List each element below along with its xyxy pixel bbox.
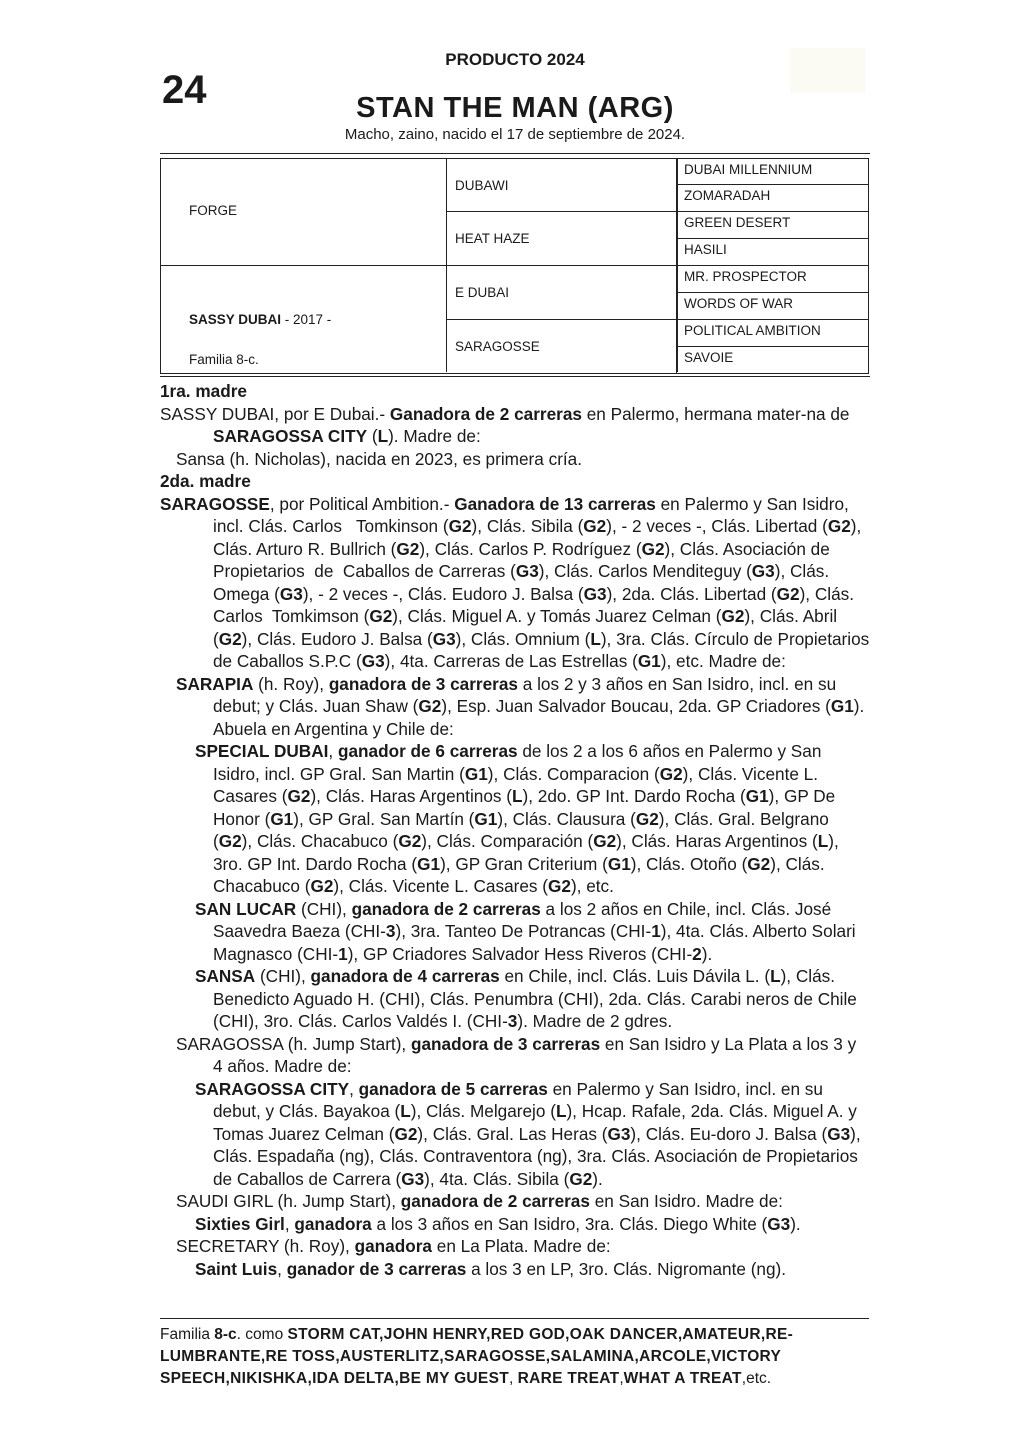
horse-description: Macho, zaino, nacido el 17 de septiembre de 2024. bbox=[344, 126, 686, 143]
faint-stamp bbox=[790, 48, 865, 93]
dam-year: - 2017 - bbox=[281, 312, 332, 327]
produce-record bbox=[160, 380, 870, 1280]
ggp-8: SAVOIE bbox=[676, 346, 869, 374]
first-dam-paragraph: SASSY DUBAI, por E Dubai.- Ganadora de 2 carreras en Palermo, hermana mater-na de SARAGOSSA CITY (L). Madre de: bbox=[160, 403, 850, 446]
produce-sansa: SANSA (CHI), ganadora de 4 carreras en Chile, incl. Clás. Luis Dávila L. (L), Clás. Benedicto Aguado H. (CHI), Clás. Penumbra (CHI), 2da. Clás. Carabi neros de Chile (CHI), 3ro. Clás. Carlos Valdés I. (CHI-3). Madre de 2 gdres. bbox=[195, 966, 857, 1031]
horse-name: STAN THE MAN (ARG) bbox=[356, 92, 674, 124]
footer-suffix: ,etc. bbox=[741, 1370, 772, 1387]
footer-sep-2: , bbox=[619, 1370, 624, 1387]
dam-name: SASSY DUBAI bbox=[189, 312, 282, 327]
produce-san-lucar: SAN LUCAR (CHI), ganadora de 2 carreras a los 2 años en Chile, incl. Clás. José Saavedra Baeza (CHI-3), 3ra. Tanteo De Potrancas (CHI-1), 4ta. Clás. Alberto Solari Magnasco (CHI-1), GP Criadores Salvador Hess Riveros (CHI-2). bbox=[195, 898, 856, 964]
second-dam-paragraph: SARAGOSSE, por Political Ambition.- Ganadora de 13 carreras en Palermo y San Isidro, incl. Clás. Carlos Tomkinson (G2), Clás. Sibila (G2), - 2 veces -, Clás. Libertad (G2), Clás. Arturo R. Bullrich (G2), Clás. Carlos P. Rodríguez (G2), Clás. Asociación de Propietarios de Caballos de Carreras (G3), Clás. Carlos Menditeguy (G3), Clás. Omega (G3), - 2 veces -, Clás. Eudoro J. Balsa (G3), 2da. Clás. Libertad (G2), Clás. Carlos Tomkimson (G2), Clás. Miguel A. y Tomás Juarez Celman (G2), Clás. Abril (G2), Clás. Eudoro J. Balsa (G3), Clás. Omnium (L), 3ra. Clás. Círculo de Propietarios de Caballos S.P.C (G3), 4ta. Carreras de Las Estrellas (G1), etc. Madre de: bbox=[160, 493, 870, 671]
ggp-2: ZOMARADAH bbox=[676, 184, 869, 212]
ggp-1: DUBAI MILLENNIUM bbox=[676, 158, 869, 185]
family-footer bbox=[160, 1324, 872, 1390]
dam-sire: E DUBAI bbox=[455, 285, 510, 300]
top-rule bbox=[160, 153, 870, 154]
sire-sire: DUBAWI bbox=[455, 178, 509, 193]
footer-sep: , bbox=[508, 1370, 518, 1387]
produce-saragossa-city: SARAGOSSA CITY, ganadora de 5 carreras en Palermo y San Isidro, incl. en su debut, y Clás. Bayakoa (L), Clás. Melgarejo (L), Hcap. Rafale, 2da. Clás. Miguel A. y Tomas Juarez Celman (G2), Clás. Gral. Las Heras (G3), Clás. Eu-doro J. Balsa (G3), Clás. Espadaña (ng), Clás. Contraventora (ng), 3ra. Clás. Asociación de Propietarios de Caballos de Carrera (G3), 4ta. Clás. Sibila (G2). bbox=[195, 1078, 861, 1189]
second-dam-heading: 2da. madre bbox=[160, 471, 251, 491]
table-bottom-rule bbox=[160, 376, 870, 377]
lot-number: 24 bbox=[162, 68, 207, 112]
footer-middle: . como bbox=[236, 1326, 288, 1343]
footer-names: STORM CAT,JOHN HENRY,RED GOD,OAK DANCER,AMATEUR,RE-LUMBRANTE,RE TOSS,AUSTERLITZ,SARAGOSSE,SALAMINA,ARCOLE,VICTORY SPEECH,NIKISHKA,IDA DELTA,BE MY GUEST bbox=[160, 1326, 794, 1387]
produce-sixties-girl: Sixties Girl, ganadora a los 3 años en San Isidro, 3ra. Clás. Diego White (G3). bbox=[195, 1213, 801, 1234]
ggp-4: HASILI bbox=[676, 238, 869, 266]
produce-secretary: SECRETARY (h. Roy), ganadora en La Plata. Madre de: bbox=[176, 1236, 611, 1256]
footer-prefix: Familia bbox=[160, 1326, 215, 1343]
ggp-5: MR. PROSPECTOR bbox=[676, 265, 869, 293]
family-label: Familia 8-c. bbox=[189, 352, 259, 367]
ggp-7: POLITICAL AMBITION bbox=[676, 319, 869, 347]
footer-rule bbox=[160, 1318, 869, 1319]
sire-name: FORGE bbox=[189, 203, 238, 218]
producto-heading: PRODUCTO 2024 bbox=[445, 50, 585, 69]
footer-names-3: WHAT A TREAT bbox=[623, 1370, 742, 1387]
produce-sarapia: SARAPIA (h. Roy), ganadora de 3 carreras a los 2 y 3 años en San Isidro, incl. en su debut; y Clás. Juan Shaw (G2), Esp. Juan Salvador Boucau, 2da. GP Criadores (G1). Abuela en Argentina y Chile de: bbox=[176, 673, 865, 739]
sire-dam: HEAT HAZE bbox=[455, 231, 530, 246]
dam-dam: SARAGOSSE bbox=[455, 339, 540, 354]
ggp-3: GREEN DESERT bbox=[676, 211, 869, 239]
dam-line bbox=[189, 312, 331, 327]
footer-family: 8-c bbox=[214, 1326, 237, 1343]
produce-saragossa: SARAGOSSA (h. Jump Start), ganadora de 3 carreras en San Isidro y La Plata a los 3 y 4 años. Madre de: bbox=[176, 1033, 857, 1076]
produce-saint-luis: Saint Luis, ganador de 3 carreras a los 3 en LP, 3ro. Clás. Nigromante (ng). bbox=[195, 1258, 787, 1279]
produce-saudi-girl: SAUDI GIRL (h. Jump Start), ganadora de 2 carreras en San Isidro. Madre de: bbox=[176, 1191, 783, 1211]
first-dam-produce: Sansa (h. Nicholas), nacida en 2023, es primera cría. bbox=[176, 448, 583, 469]
produce-special-dubai: SPECIAL DUBAI, ganador de 6 carreras de los 2 a los 6 años en Palermo y San Isidro, incl. GP Gral. San Martin (G1), Clás. Comparacion (G2), Clás. Vicente L. Casares (G2), Clás. Haras Argentinos (L), 2do. GP Int. Dardo Rocha (G1), GP De Honor (G1), GP Gral. San Martín (G1), Clás. Clausura (G2), Clás. Gral. Belgrano (G2), Clás. Chacabuco (G2), Clás. Comparación (G2), Clás. Haras Argentinos (L), 3ro. GP Int. Dardo Rocha (G1), GP Gran Criterium (G1), Clás. Otoño (G2), Clás. Chacabuco (G2), Clás. Vicente L. Casares (G2), etc. bbox=[195, 741, 839, 896]
ggp-6: WORDS OF WAR bbox=[676, 292, 869, 320]
footer-names-2: RARE TREAT bbox=[517, 1370, 620, 1387]
first-dam-heading: 1ra. madre bbox=[160, 381, 247, 401]
